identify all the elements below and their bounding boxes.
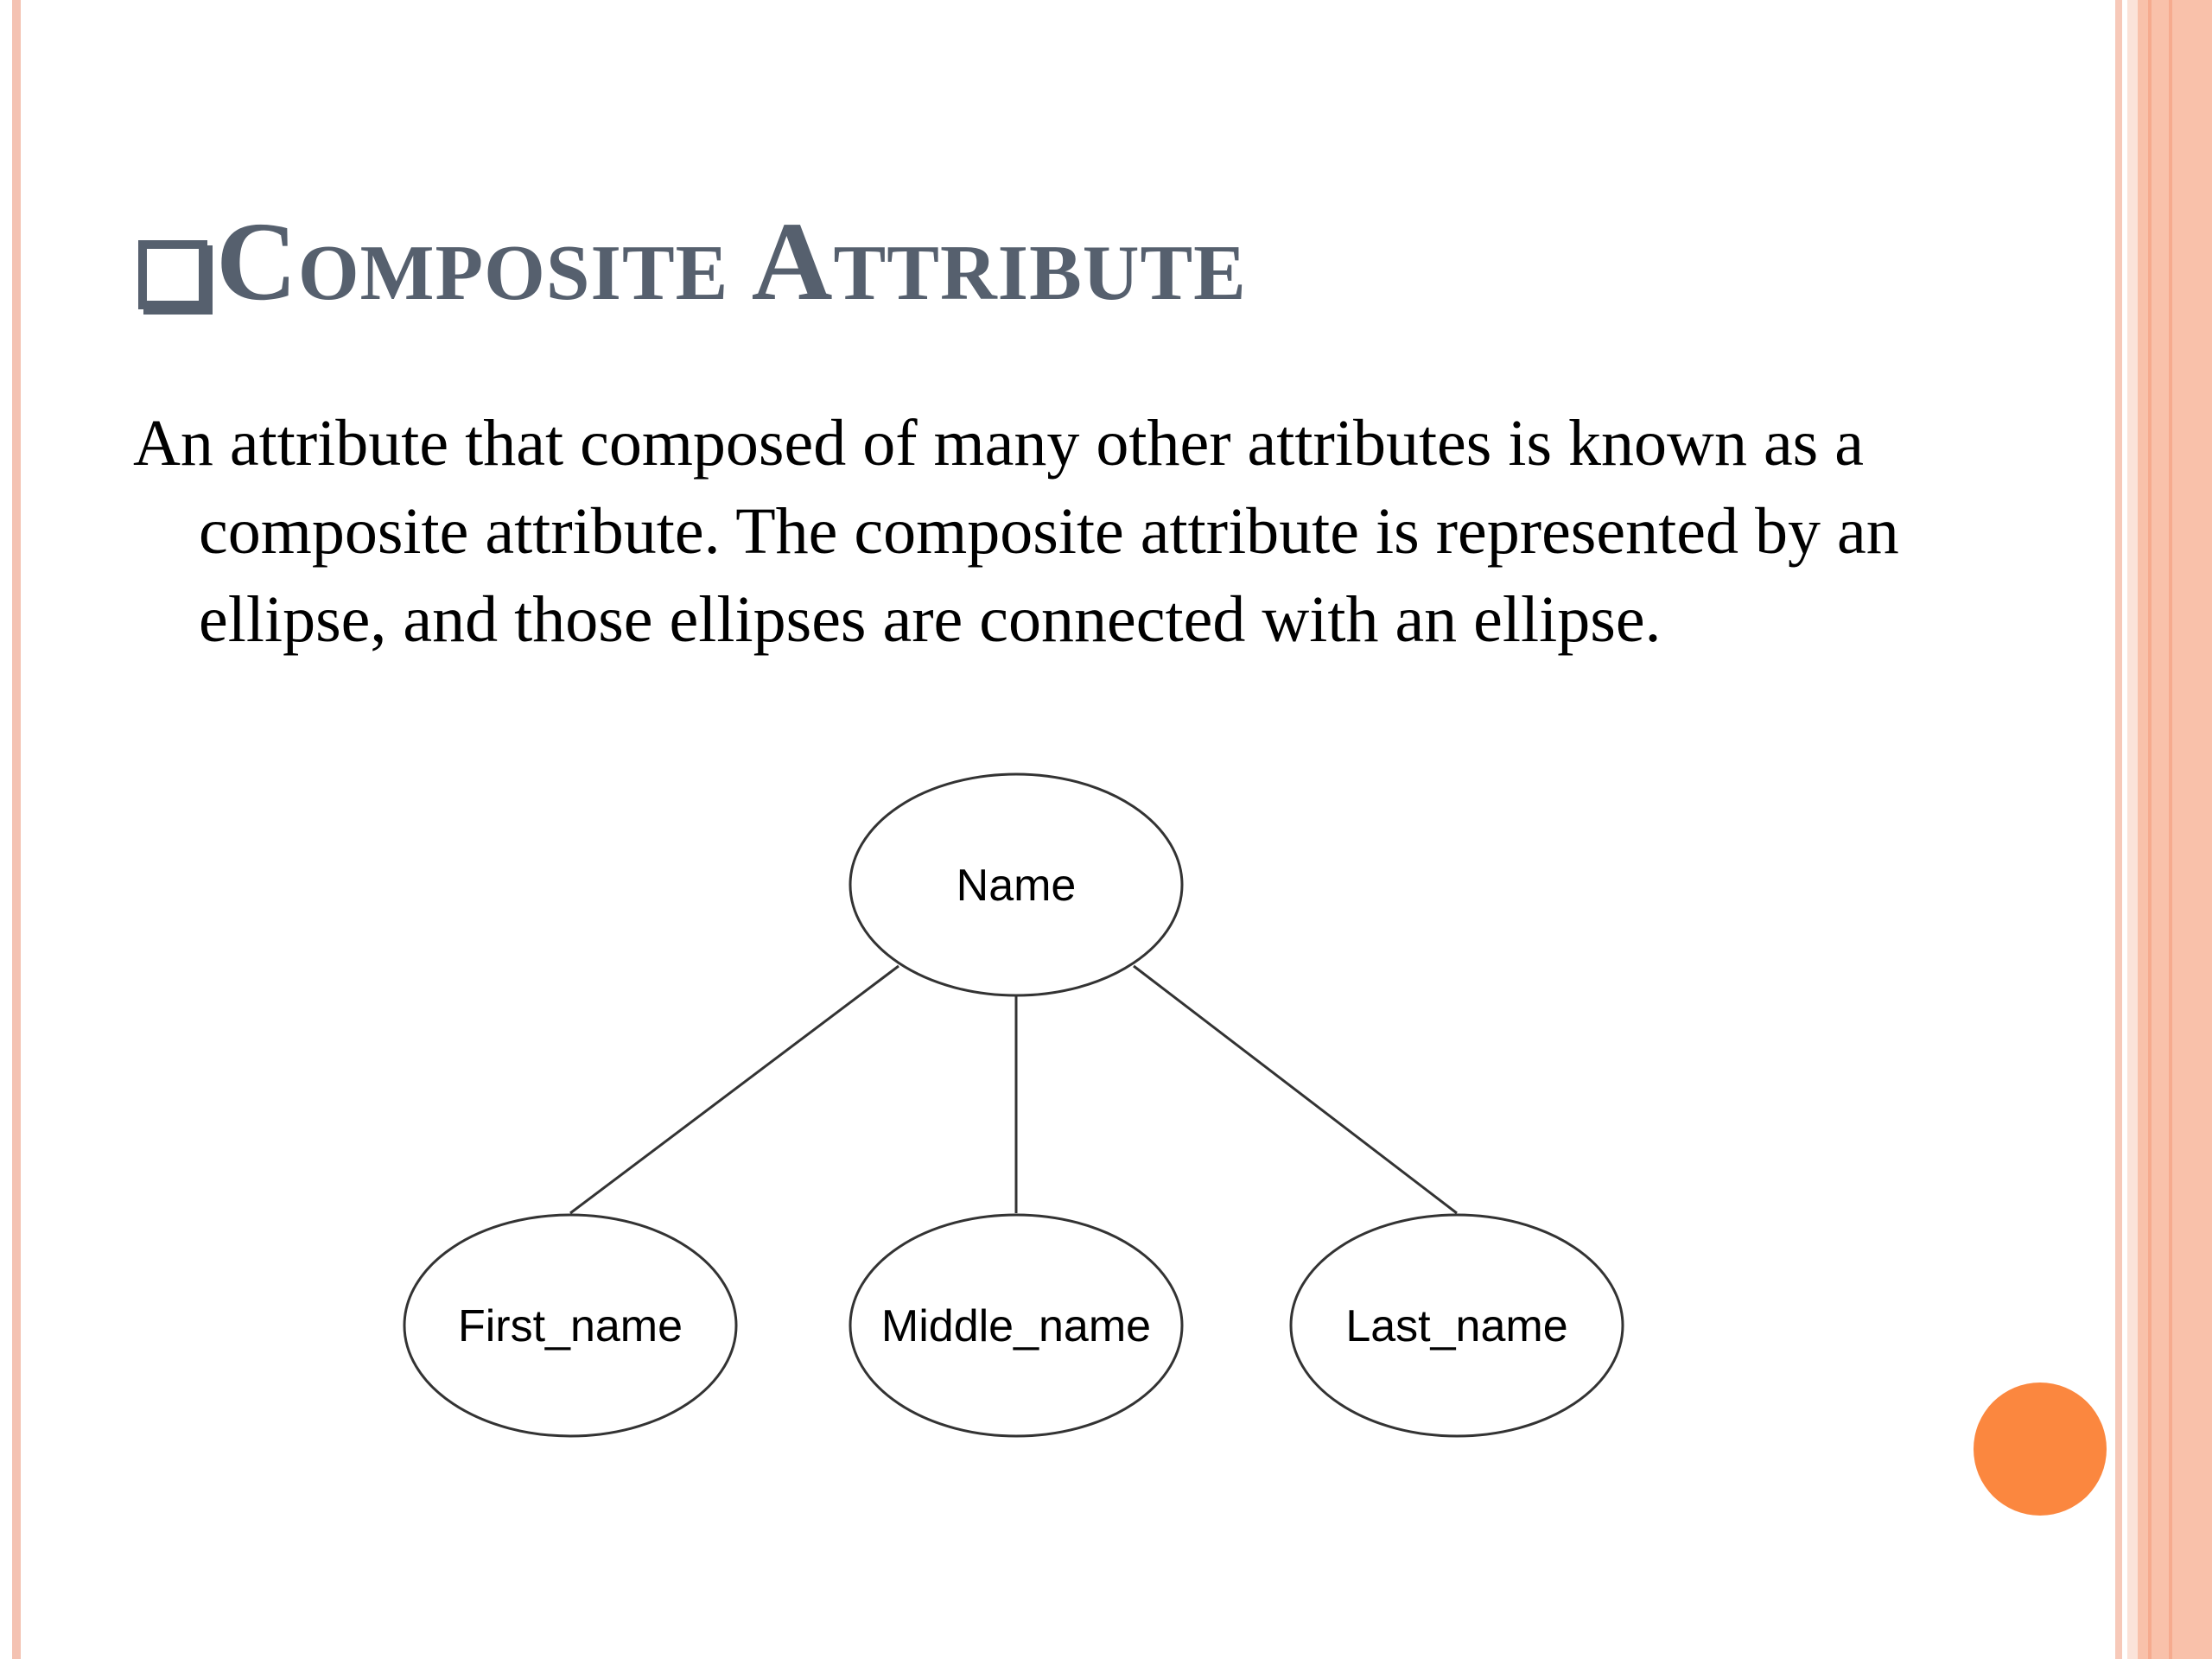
edge-name-last bbox=[1134, 966, 1457, 1213]
slide-body-text: An attribute that composed of many other attributes is known as a composite attribute. The composite attribute is represented by an ellipse, and those ellipses are connected with an ellipse. bbox=[133, 407, 1899, 656]
edge-name-first bbox=[570, 966, 899, 1213]
node-last-name bbox=[1291, 1215, 1623, 1436]
node-middle-name bbox=[850, 1215, 1182, 1436]
node-label: Middle_name bbox=[880, 1301, 1152, 1351]
node-label: First_name bbox=[457, 1301, 683, 1351]
slide-title: Composite Attribute bbox=[216, 200, 1247, 324]
node-label: Name bbox=[956, 861, 1077, 911]
node-name bbox=[850, 774, 1182, 995]
node-label: Last_name bbox=[1345, 1301, 1568, 1351]
node-first-name bbox=[404, 1215, 736, 1436]
accent-dot bbox=[1974, 1382, 2107, 1516]
